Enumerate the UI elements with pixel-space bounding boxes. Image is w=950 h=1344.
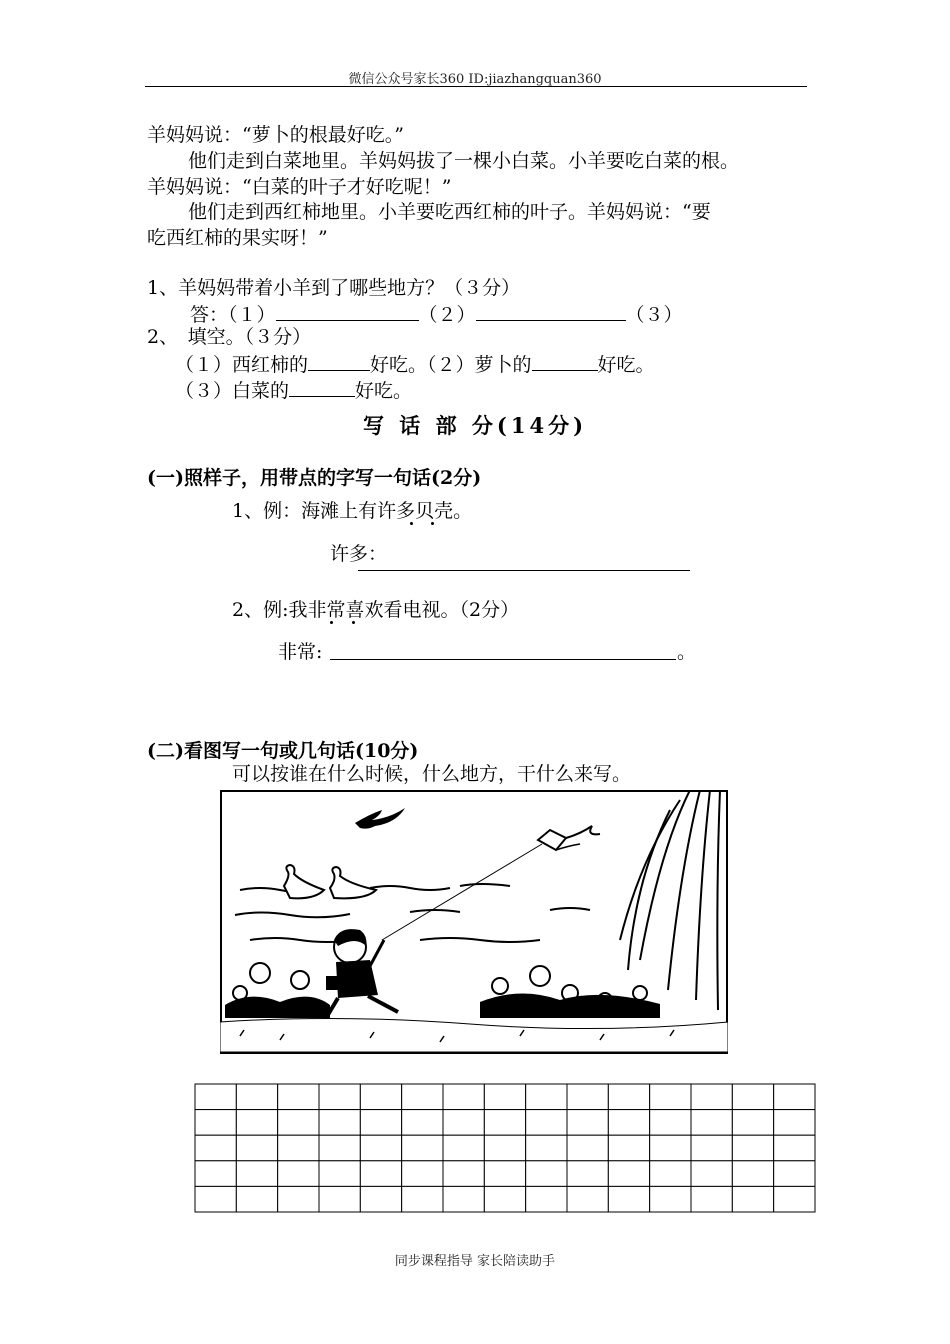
grid-cell[interactable] (608, 1135, 649, 1161)
grid-cell[interactable] (732, 1110, 773, 1136)
example-2-end: 。 (677, 641, 697, 663)
grid-cell[interactable] (484, 1186, 525, 1212)
page-footer: 同步课程指导 家长陪读助手 (394, 1254, 556, 1269)
grid-cell[interactable] (608, 1161, 649, 1187)
story-line-4: 他们走到西红柿地里。小羊要吃西红柿的叶子。羊妈妈说：“要 (188, 201, 711, 223)
grid-cell[interactable] (774, 1084, 815, 1110)
answer-opt-3: （３） (625, 304, 683, 326)
emphasis-dot (352, 621, 355, 624)
story-line-5: 吃西红柿的果实呀！” (147, 227, 328, 249)
grid-cell[interactable] (691, 1161, 732, 1187)
grid-cell[interactable] (360, 1084, 401, 1110)
grid-cell[interactable] (360, 1110, 401, 1136)
question-1: 1、羊妈妈带着小羊到了哪些地方？（３分） (147, 277, 521, 299)
grid-cell[interactable] (236, 1084, 277, 1110)
grid-cell[interactable] (691, 1084, 732, 1110)
grid-cell[interactable] (319, 1161, 360, 1187)
page-header: 微信公众号家长360 ID:jiazhangquan360 (348, 72, 602, 87)
grid-cell[interactable] (360, 1161, 401, 1187)
grid-cell[interactable] (650, 1135, 691, 1161)
grid-cell[interactable] (236, 1135, 277, 1161)
example-1-word: 许多： (330, 543, 388, 565)
grid-cell[interactable] (443, 1135, 484, 1161)
grid-cell[interactable] (402, 1186, 443, 1212)
grid-cell[interactable] (195, 1186, 236, 1212)
grid-cell[interactable] (691, 1186, 732, 1212)
grid-cell[interactable] (650, 1084, 691, 1110)
grid-cell[interactable] (443, 1186, 484, 1212)
question-2-row-1 (175, 350, 655, 378)
grid-cell[interactable] (402, 1161, 443, 1187)
grid-cell[interactable] (732, 1161, 773, 1187)
grid-cell[interactable] (484, 1110, 525, 1136)
part-2-hint: 可以按谁在什么时候，什么地方，干什么来写。 (232, 763, 632, 785)
writing-grid[interactable] (194, 1083, 816, 1213)
grid-cell[interactable] (319, 1110, 360, 1136)
grid-cell[interactable] (774, 1161, 815, 1187)
emphasis-dot (410, 522, 413, 525)
grid-cell[interactable] (443, 1161, 484, 1187)
fill-label-3: 好吃。 (597, 354, 655, 376)
fill-label-5: 好吃。 (355, 380, 413, 402)
grid-cell[interactable] (195, 1135, 236, 1161)
grid-cell[interactable] (236, 1161, 277, 1187)
grid-cell[interactable] (278, 1186, 319, 1212)
question-2-row-2 (175, 376, 412, 404)
part-2-title: (二)看图写一句或几句话(10分) (147, 740, 419, 762)
write-line-2[interactable] (330, 659, 676, 660)
grid-cell[interactable] (484, 1161, 525, 1187)
grid-cell[interactable] (774, 1186, 815, 1212)
story-line-1: 羊妈妈说：“萝卜的根最好吃。” (147, 124, 404, 146)
grid-cell[interactable] (278, 1135, 319, 1161)
grid-cell[interactable] (732, 1135, 773, 1161)
grid-cell[interactable] (608, 1084, 649, 1110)
grid-cell[interactable] (319, 1135, 360, 1161)
answer-prefix: 答：（１） (190, 304, 276, 326)
grid-cell[interactable] (526, 1110, 567, 1136)
grid-cell[interactable] (319, 1186, 360, 1212)
write-line-1[interactable] (358, 570, 690, 571)
grid-cell[interactable] (691, 1135, 732, 1161)
grid-cell[interactable] (195, 1161, 236, 1187)
grid-cell[interactable] (567, 1084, 608, 1110)
grid-cell[interactable] (608, 1110, 649, 1136)
emphasis-dot (330, 621, 333, 624)
grid-cell[interactable] (360, 1135, 401, 1161)
grid-cell[interactable] (567, 1186, 608, 1212)
grid-cell[interactable] (567, 1161, 608, 1187)
grid-cell[interactable] (732, 1084, 773, 1110)
question-2: 2、 填空。（３分） (147, 326, 312, 348)
grid-cell[interactable] (608, 1186, 649, 1212)
grid-cell[interactable] (650, 1110, 691, 1136)
example-2-word: 非常: (278, 641, 323, 663)
kite-picture (220, 790, 728, 1054)
grid-cell[interactable] (774, 1135, 815, 1161)
fill-blank-2[interactable] (532, 350, 598, 371)
grid-cell[interactable] (650, 1161, 691, 1187)
answer-blank-1[interactable] (276, 300, 419, 321)
part-1-title: (一)照样子，用带点的字写一句话(2分) (147, 467, 482, 489)
fill-label-1: （１）西红柿的 (175, 354, 309, 376)
fill-blank-1[interactable] (308, 350, 370, 371)
grid-cell[interactable] (691, 1110, 732, 1136)
grid-cell[interactable] (236, 1110, 277, 1136)
grid-cell[interactable] (650, 1186, 691, 1212)
grid-cell[interactable] (567, 1135, 608, 1161)
grid-cell[interactable] (360, 1186, 401, 1212)
grid-cell[interactable] (443, 1110, 484, 1136)
grid-cell[interactable] (278, 1161, 319, 1187)
answer-opt-2: （２） (418, 304, 476, 326)
grid-cell[interactable] (195, 1110, 236, 1136)
grid-cell[interactable] (402, 1135, 443, 1161)
grid-cell[interactable] (526, 1186, 567, 1212)
grid-cell[interactable] (402, 1110, 443, 1136)
grid-cell[interactable] (484, 1084, 525, 1110)
fill-label-2: 好吃。（２）萝卜的 (370, 354, 532, 376)
grid-cell[interactable] (195, 1084, 236, 1110)
fill-label-4: （３）白菜的 (175, 380, 290, 402)
grid-cell[interactable] (278, 1084, 319, 1110)
grid-cell[interactable] (526, 1084, 567, 1110)
grid-cell[interactable] (526, 1161, 567, 1187)
emphasis-dot (431, 522, 434, 525)
section-title: 写 话 部 分(14分) (362, 413, 588, 438)
example-2: 2、例:我非常喜欢看电视。（2分） (232, 599, 520, 621)
grid-cell[interactable] (484, 1135, 525, 1161)
grid-cell[interactable] (402, 1084, 443, 1110)
story-line-3: 羊妈妈说：“白菜的叶子才好吃呢！” (147, 176, 452, 198)
grid-cell[interactable] (526, 1135, 567, 1161)
answer-blank-2[interactable] (476, 300, 626, 321)
grid-cell[interactable] (236, 1186, 277, 1212)
grid-cell[interactable] (732, 1186, 773, 1212)
fill-blank-3[interactable] (289, 376, 355, 397)
grid-cell[interactable] (774, 1110, 815, 1136)
grid-cell[interactable] (278, 1110, 319, 1136)
header-rule (145, 86, 807, 87)
grid-cell[interactable] (319, 1084, 360, 1110)
example-1: 1、例：海滩上有许多贝壳。 (232, 500, 473, 522)
story-line-2: 他们走到白菜地里。羊妈妈拔了一棵小白菜。小羊要吃白菜的根。 (188, 150, 740, 172)
grid-cell[interactable] (567, 1110, 608, 1136)
grid-cell[interactable] (443, 1084, 484, 1110)
